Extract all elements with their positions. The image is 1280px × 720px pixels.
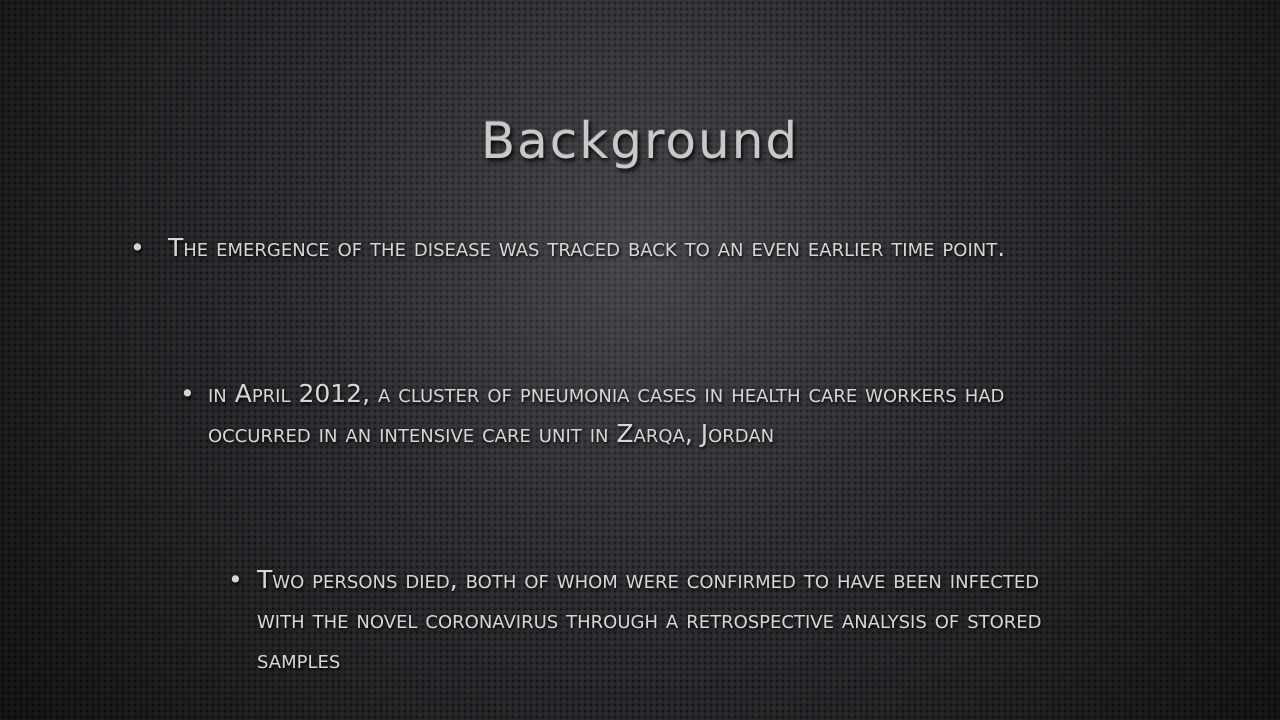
bullet-marker: • — [130, 233, 145, 262]
bullet-item-level-1 — [130, 228, 1120, 268]
bullet-item-level-3 — [228, 560, 1078, 680]
slide-title: Background — [480, 112, 800, 170]
bullet-marker: • — [180, 379, 195, 408]
bullet-text: in April 2012, a cluster of pneumonia cases in health care workers had occurred in an intensive care unit in Zarqa, Jordan — [208, 379, 1005, 448]
bullet-text: Two persons died, both of whom were confirmed to have been infected with the novel coronavirus through a retrospective analysis of stored samples — [257, 565, 1042, 674]
bullet-item-level-2 — [180, 374, 1060, 454]
bullet-marker: • — [228, 565, 243, 594]
bullet-text: The emergence of the disease was traced back to an even earlier time point. — [168, 233, 1006, 262]
